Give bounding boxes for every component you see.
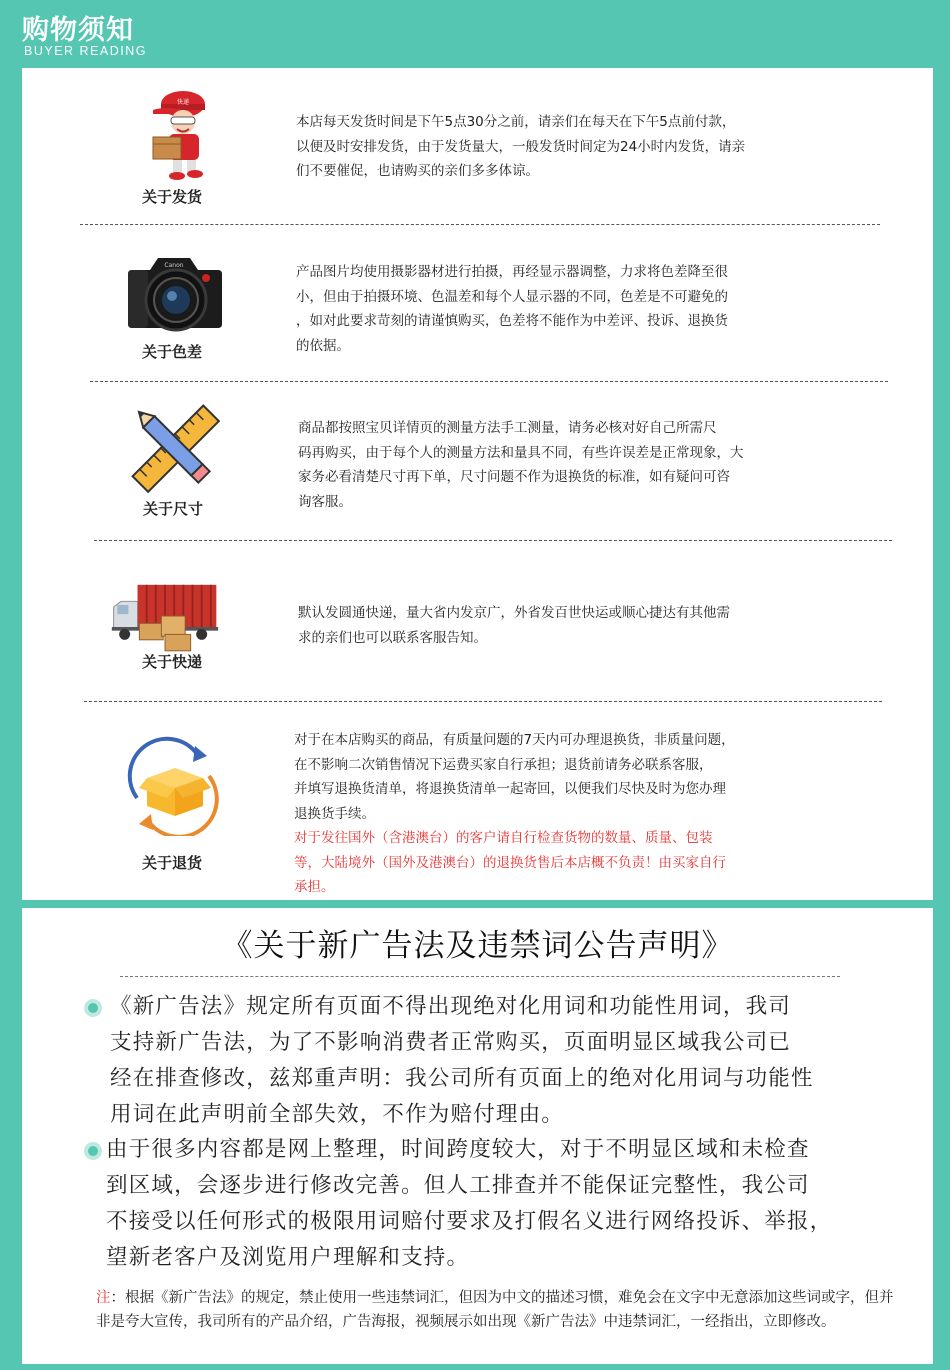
title-divider	[120, 976, 840, 977]
svg-text:Canon: Canon	[164, 262, 184, 269]
section-divider	[80, 224, 880, 225]
section-divider	[94, 540, 892, 541]
text-line: 产品图片均使用摄影器材进行拍摄，再经显示器调整，力求将色差降至很	[296, 264, 728, 280]
text-line: 退换货手续。	[294, 805, 375, 822]
warning-line: 等，大陆境外（国外及港澳台）的退换货售后本店概不负责！由买家自行	[294, 854, 726, 871]
text-line: 《新广告法》规定所有页面不得出现绝对化用词和功能性用词，我司	[110, 994, 792, 1019]
section-text-color	[296, 260, 856, 358]
text-line: ，如对此要求苛刻的请谨慎购买，色差将不能作为中差评、投诉、退换货	[296, 313, 728, 329]
text-line: 询客服。	[298, 493, 352, 510]
section-text-returns	[294, 728, 854, 900]
section-text-shipping	[296, 110, 856, 184]
text-line: 不接受以任何形式的极限用词赔付要求及打假名义进行网络投诉、举报，	[106, 1209, 833, 1234]
warning-line: 对于发往国外（含港澳台）的客户请自行检查货物的数量、质量、包装	[294, 830, 713, 846]
delivery-person-icon	[125, 82, 235, 182]
return-box-icon	[117, 736, 227, 836]
text-line: 望新老客户及浏览用户理解和支持。	[106, 1245, 470, 1270]
text-line: 支持新广告法，为了不影响消费者正常购买，页面明显区域我公司已	[110, 1030, 792, 1055]
section-divider	[90, 381, 888, 382]
section-label-size: 关于尺寸	[142, 500, 203, 518]
buyer-notes-panel	[22, 68, 933, 900]
declaration-paragraph-2	[106, 1132, 916, 1276]
text-line: 求的亲们也可以联系客服告知。	[298, 629, 487, 646]
text-line: 商品都按照宝贝详情页的测量方法手工测量，请务必核对好自己所需尺	[298, 420, 717, 436]
section-text-courier	[298, 601, 858, 650]
section-divider	[84, 701, 882, 702]
text-line: 家务必看清楚尺寸再下单，尺寸问题不作为退换货的标准，如有疑问可咨	[298, 469, 730, 485]
text-line: 码再购买，由于每个人的测量方法和量具不同，有些许误差是正常现象，大	[298, 444, 744, 461]
text-line: 本店每天发货时间是下午5点30分之前，请亲们在每天在下午5点前付款，	[296, 114, 736, 130]
section-label-color: 关于色差	[141, 343, 202, 361]
text-line: 并填写退换货清单，将退换货清单一起寄回，以便我们尽快及时为您办理	[294, 781, 726, 797]
warning-line: 承担。	[294, 879, 335, 895]
text-line: 们不要催促，也请购买的亲们多多体谅。	[296, 163, 539, 179]
text-line: 由于很多内容都是网上整理，时间跨度较大，对于不明显区域和未检查	[106, 1137, 810, 1162]
note-text: ：根据《新广告法》的规定，禁止使用一些违禁词汇，但因为中文的描述习惯，难免会在文字中无意添加这些词或字，但并非是夸大宣传，我司所有的产品介绍，广告海报，视频展示如出现《新广告法》中违禁词汇，一经指出，立即修改。	[96, 1290, 894, 1330]
camera-icon	[120, 240, 230, 340]
text-line: 小，但由于拍摄环境、色温差和每个人显示器的不同，色差是不可避免的	[296, 288, 728, 305]
text-line: 经在排查修改，兹郑重声明：我公司所有页面上的绝对化用词与功能性	[110, 1066, 814, 1091]
declaration-paragraph-1	[110, 989, 910, 1133]
declaration-title: 《关于新广告法及违禁词公告声明》	[221, 928, 734, 964]
section-text-size	[298, 416, 858, 514]
ruler-pencil-icon	[120, 398, 230, 498]
text-line: 以便及时安排发货，由于发货量大，一般发货时间定为24小时内发货，请亲	[296, 138, 746, 155]
declaration-note	[96, 1286, 906, 1334]
header-subtitle: BUYER READING	[24, 44, 147, 58]
text-line: 对于在本店购买的商品，有质量问题的7天内可办理退换货，非质量问题，	[294, 732, 735, 748]
text-line: 在不影响二次销售情况下运费买家自行承担；退货前请务必联系客服，	[294, 756, 713, 773]
header-title: 购物须知	[22, 15, 134, 46]
text-line: 用词在此声明前全部失效，不作为赔付理由。	[110, 1102, 565, 1127]
svg-text:快递: 快递	[176, 99, 190, 106]
text-line: 到区域，会逐步进行修改完善。但人工排查并不能保证完整性，我公司	[106, 1173, 810, 1198]
text-line: 的依据。	[296, 337, 350, 354]
bullet-dot	[84, 999, 102, 1017]
text-line: 默认发圆通快递，量大省内发京广，外省发百世快运或顺心捷达有其他需	[298, 605, 730, 621]
declaration-panel	[22, 908, 933, 1364]
section-label-shipping: 关于发货	[141, 188, 202, 206]
note-mark: 注	[96, 1290, 111, 1306]
bullet-dot	[84, 1142, 102, 1160]
section-label-returns: 关于退货	[141, 854, 202, 872]
section-label-courier: 关于快递	[141, 653, 202, 671]
